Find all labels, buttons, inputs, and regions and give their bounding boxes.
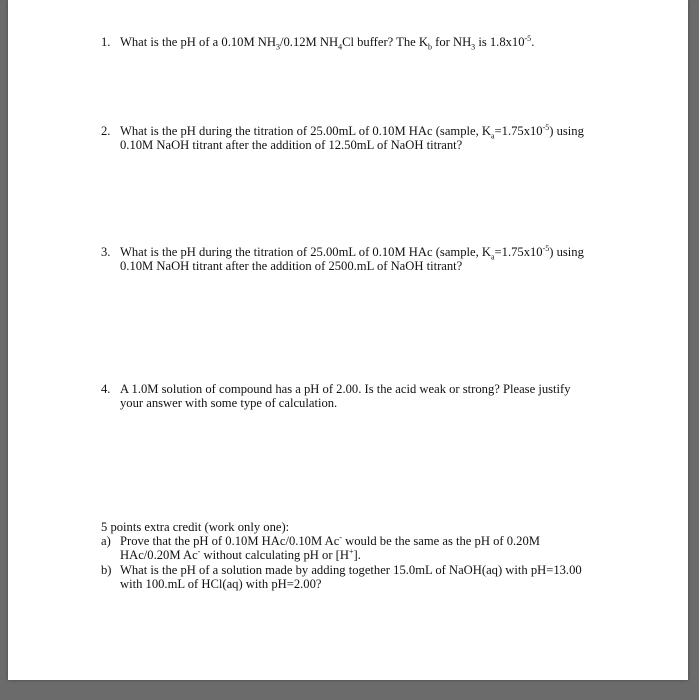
question-4-text-line2: your answer with some type of calculation. — [120, 396, 338, 411]
part-b-text-line2: with 100.mL of HCl(aq) with pH=2.00? — [120, 576, 322, 591]
question-1-number: 1. — [101, 35, 111, 49]
question-1 — [101, 33, 621, 52]
question-2-text-line2: 0.10M NaOH titrant after the addition of 12.50mL of NaOH titrant? — [120, 138, 463, 153]
worksheet-page — [8, 0, 688, 680]
part-a-label: a) — [101, 534, 111, 549]
extra-credit — [101, 520, 621, 591]
part-b-text-line1: What is the pH of a solution made by adding together 15.0mL of NaOH(aq) with pH=13.00 — [120, 562, 582, 577]
part-b-label: b) — [101, 562, 112, 577]
extra-credit-heading: 5 points extra credit (work only one): — [101, 520, 290, 534]
question-4-text-line1: A 1.0M solution of compound has a pH of 2.00. Is the acid weak or strong? Please justify — [120, 382, 571, 396]
question-4 — [101, 382, 621, 410]
question-4-number: 4. — [101, 382, 111, 396]
question-3-text-line2: 0.10M NaOH titrant after the addition of 2500.mL of NaOH titrant? — [120, 259, 463, 274]
question-2 — [101, 124, 621, 152]
part-a-text-line2: HAc/0.20M Ac- without calculating pH or [H+]. — [120, 547, 361, 563]
question-3-text-line1: What is the pH during the titration of 25.00mL of 0.10M HAc (sample, $K_a=1.75x10^{-5}$) using — [120, 243, 584, 262]
question-2-number: 2. — [101, 124, 111, 138]
question-1-text: What is the pH of a 0.10M $NH_3/0.12M$ $NH_4Cl$ buffer? The $K_b$ for $NH_3$ is $1.8x10^{-5}$. — [120, 33, 535, 52]
question-3-number: 3. — [101, 245, 111, 259]
question-3 — [101, 245, 621, 273]
question-2-text-line1: What is the pH during the titration of 25.00mL of 0.10M HAc (sample, $K_a=1.75x10^{-5}$) using — [120, 122, 584, 141]
part-a-text-line1: Prove that the pH of 0.10M HAc/0.10M Ac- would be the same as the pH of 0.20M — [120, 533, 540, 549]
